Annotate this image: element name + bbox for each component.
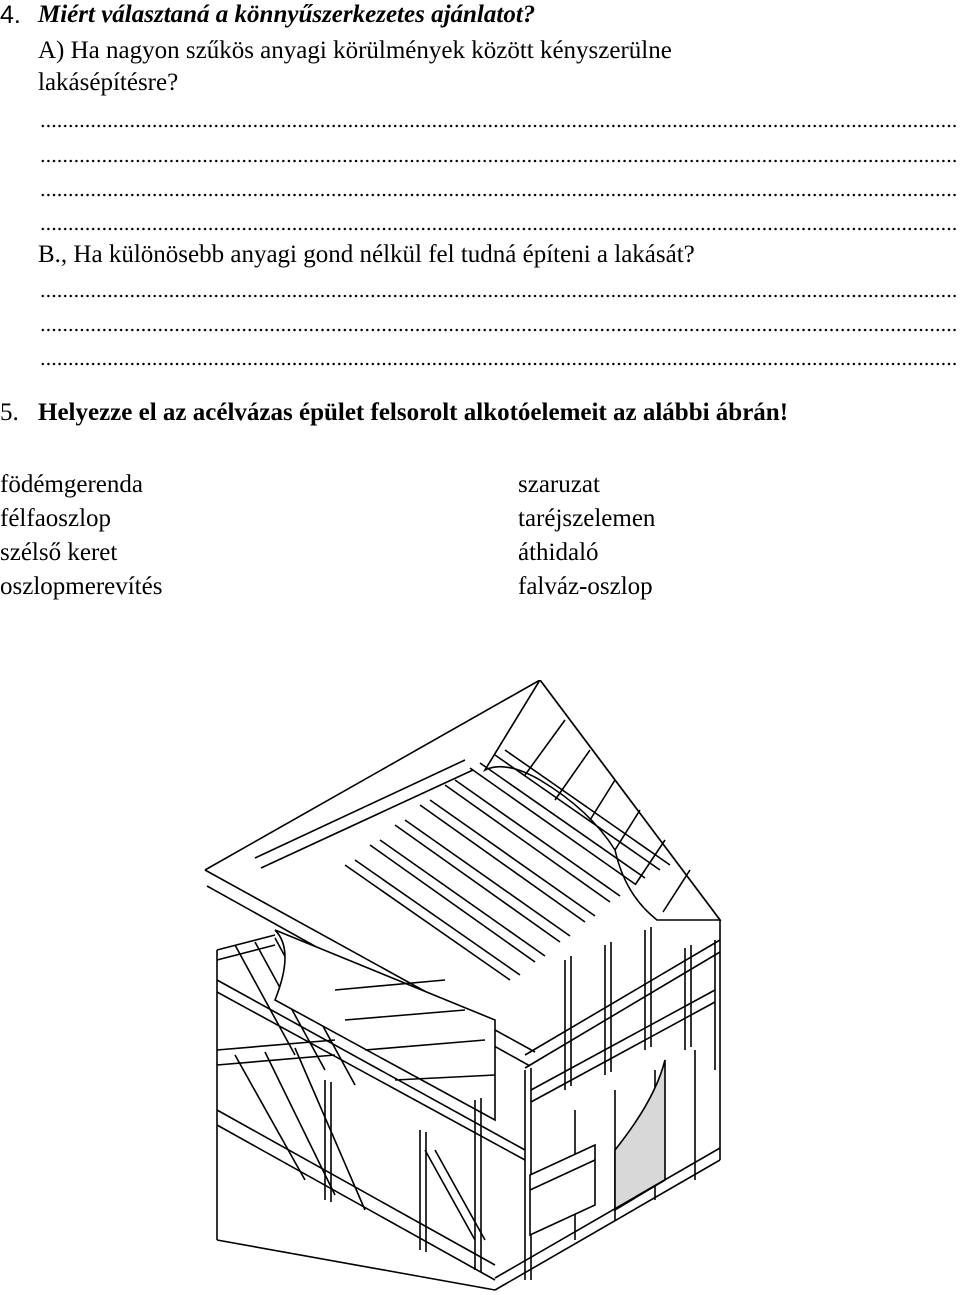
term-list-right <box>518 468 655 604</box>
question-5-number: 5. <box>0 399 19 426</box>
term-item: taréjszelemen <box>518 505 656 532</box>
question-4-number: 4. <box>0 1 21 29</box>
term-item: oszlopmerevítés <box>0 573 163 600</box>
term-item: áthidaló <box>518 539 599 566</box>
term-item: szélső keret <box>0 539 118 566</box>
question-4-title: Miért választaná a könnyűszerkezetes ajánlatot? <box>38 1 536 28</box>
answer-line[interactable] <box>40 293 958 299</box>
term-item: félfaoszlop <box>0 505 112 532</box>
answer-line[interactable] <box>40 226 958 232</box>
term-item: falváz-oszlop <box>518 573 653 600</box>
question-4-part-a-continued: lakásépítésre? <box>38 69 179 96</box>
steel-frame-building-drawing <box>195 680 725 1292</box>
answer-line[interactable] <box>40 192 958 198</box>
question-4-part-a: A) Ha nagyon szűkös anyagi körülmények között kényszerülne <box>38 37 672 64</box>
term-item: szaruzat <box>518 471 600 498</box>
answer-line[interactable] <box>40 327 958 333</box>
rafter <box>255 760 473 868</box>
answer-line[interactable] <box>40 158 958 164</box>
question-4-part-b: B., Ha különösebb anyagi gond nélkül fel tudná építeni a lakását? <box>38 241 695 268</box>
answer-line[interactable] <box>40 123 958 129</box>
term-list-left <box>0 468 162 604</box>
answer-line[interactable] <box>40 361 958 367</box>
question-5-title: Helyezze el az acélvázas épület felsorolt alkotóelemeit az alábbi ábrán! <box>38 399 789 426</box>
term-item: födémgerenda <box>0 471 143 498</box>
